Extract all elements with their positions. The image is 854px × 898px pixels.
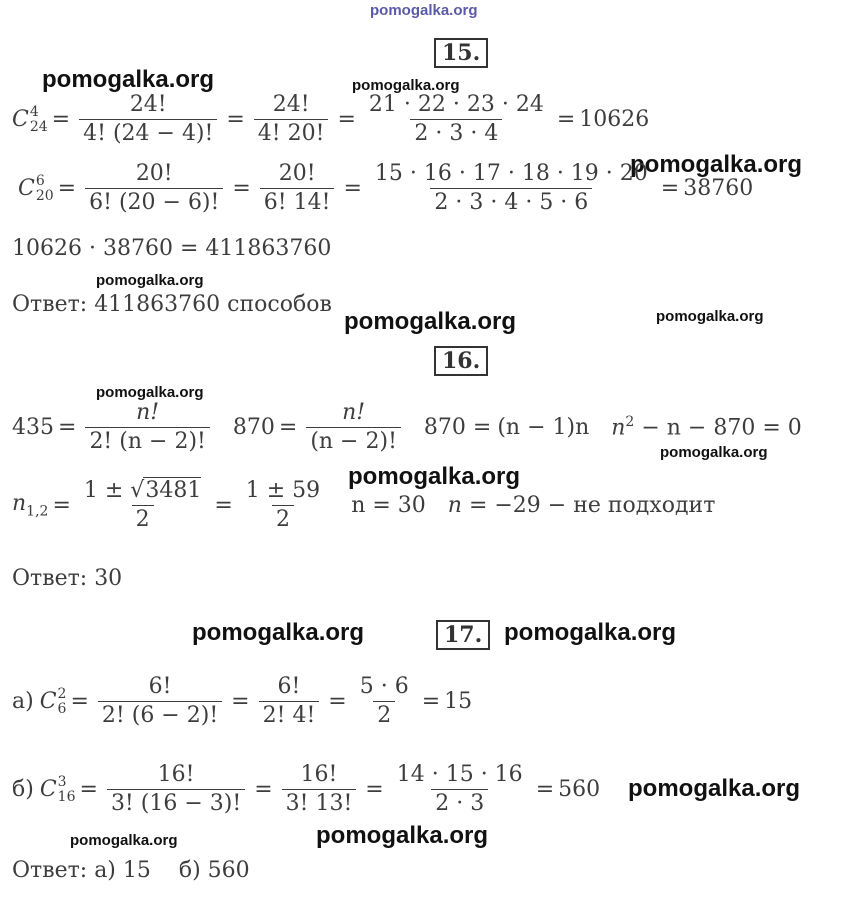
fraction: $\frac{16!}{3! (16 - 3)!}$ xyxy=(107,764,245,815)
fraction: $\frac{20!}{6! (20 - 6)!}$ xyxy=(85,163,223,214)
fraction: $\frac{5 \cdot 6}{2}$ xyxy=(359,674,409,728)
fraction: $\frac{6!}{2! (6 - 2)!}$ xyxy=(98,676,222,727)
watermark-top: pomogalka.org xyxy=(370,2,478,19)
watermark: pomogalka.org xyxy=(344,308,517,335)
equation-17a: а) C 2 6 = $\frac{6!}{2! (6 - 2)!}$ = $\frac{6!}{2! 4!}$ = $\frac{5 \cdot 6}{2}$ = 15 xyxy=(12,674,473,728)
fraction: $\frac{1 \pm √3481}{2}$ xyxy=(83,478,202,532)
watermark: pomogalka.org xyxy=(42,66,215,93)
watermark: pomogalka.org xyxy=(96,272,204,289)
combination-symbol: C 2 6 xyxy=(39,686,67,717)
result: 15 xyxy=(444,688,473,714)
watermark: pomogalka.org xyxy=(96,384,204,401)
result: 10626 xyxy=(579,106,650,132)
fraction: $\frac{n!}{(n - 2)!}$ xyxy=(306,402,401,453)
fraction: $\frac{n!}{2! (n - 2)!}$ xyxy=(85,402,209,453)
equation-c-20-6: C 6 20 = $\frac{20!}{6! (20 - 6)!}$ = $\frac{20!}{6! 14!}$ = $\frac{15 \cdot 16 \cdot 17 \cdot 18 \cdot 19 \cdot 20}{2 \cdot 3 \cdot 4 \cdot 5 \cdot 6}$ = 38760 xyxy=(18,161,754,215)
watermark: pomogalka.org xyxy=(660,444,768,461)
fraction: $\frac{24!}{4! (24 - 4)!}$ xyxy=(79,94,217,145)
equation-line-16: 435 = $\frac{n!}{2! (n - 2)!}$ 870 = $\frac{n!}{(n - 2)!}$ 870 = (n − 1)n $n^2 - n - 870 = 0$ xyxy=(12,400,802,454)
watermark: pomogalka.org xyxy=(348,463,521,490)
equation-c-24-4: C 4 24 = $\frac{24!}{4! (24 - 4)!}$ = $\frac{24!}{4! 20!}$ = $\frac{21 \cdot 22 \cdot 23 \cdot 24}{2 \cdot 3 \cdot 4}$ = 10626 xyxy=(12,92,650,146)
watermark: pomogalka.org xyxy=(656,308,764,325)
problem-number-17: 17. xyxy=(436,620,490,650)
watermark: pomogalka.org xyxy=(70,832,178,849)
watermark: pomogalka.org xyxy=(628,775,801,802)
problem-number-15: 15. xyxy=(434,38,488,68)
watermark: pomogalka.org xyxy=(316,822,489,849)
result: 560 xyxy=(558,776,601,802)
product-line: 10626 · 38760 = 411863760 xyxy=(12,236,332,261)
problem-number-16: 16. xyxy=(434,346,488,376)
fraction: $\frac{21 \cdot 22 \cdot 23 \cdot 24}{2 \cdot 3 \cdot 4}$ xyxy=(368,92,544,146)
answer-17: Ответ: а) 15 б) 560 xyxy=(12,858,250,883)
watermark: pomogalka.org xyxy=(630,151,803,178)
fraction: $\frac{24!}{4! 20!}$ xyxy=(254,94,329,145)
fraction: $\frac{1 \pm 59}{2}$ xyxy=(245,478,321,532)
fraction: $\frac{6!}{2! 4!}$ xyxy=(259,676,320,727)
fraction: $\frac{14 \cdot 15 \cdot 16}{2 \cdot 3}$ xyxy=(396,762,523,816)
fraction: $\frac{15 \cdot 16 \cdot 17 \cdot 18 \cdot 19 \cdot 20}{2 \cdot 3 \cdot 4 \cdot 5 \cdot 6}$ xyxy=(374,161,648,215)
watermark: pomogalka.org xyxy=(192,619,365,646)
result: 38760 xyxy=(683,175,754,201)
answer-16: Ответ: 30 xyxy=(12,566,123,591)
answer-15: Ответ: 411863760 способов xyxy=(12,292,332,317)
roots-line-16: $n_{1,2}$ = $\frac{1 \pm √3481}{2}$ = $\frac{1 \pm 59}{2}$ n = 30 n = −29 − не подходит xyxy=(12,478,716,532)
watermark: pomogalka.org xyxy=(504,619,677,646)
fraction: $\frac{20!}{6! 14!}$ xyxy=(260,163,335,214)
fraction: $\frac{16!}{3! 13!}$ xyxy=(282,764,357,815)
combination-symbol: C 4 24 xyxy=(12,104,48,135)
equation-17b: б) C 3 16 = $\frac{16!}{3! (16 - 3)!}$ = $\frac{16!}{3! 13!}$ = $\frac{14 \cdot 15 \cdot 16}{2 \cdot 3}$ = 560 xyxy=(12,762,601,816)
watermark: pomogalka.org xyxy=(352,77,460,94)
combination-symbol: C 6 20 xyxy=(18,173,54,204)
combination-symbol: C 3 16 xyxy=(39,774,76,805)
